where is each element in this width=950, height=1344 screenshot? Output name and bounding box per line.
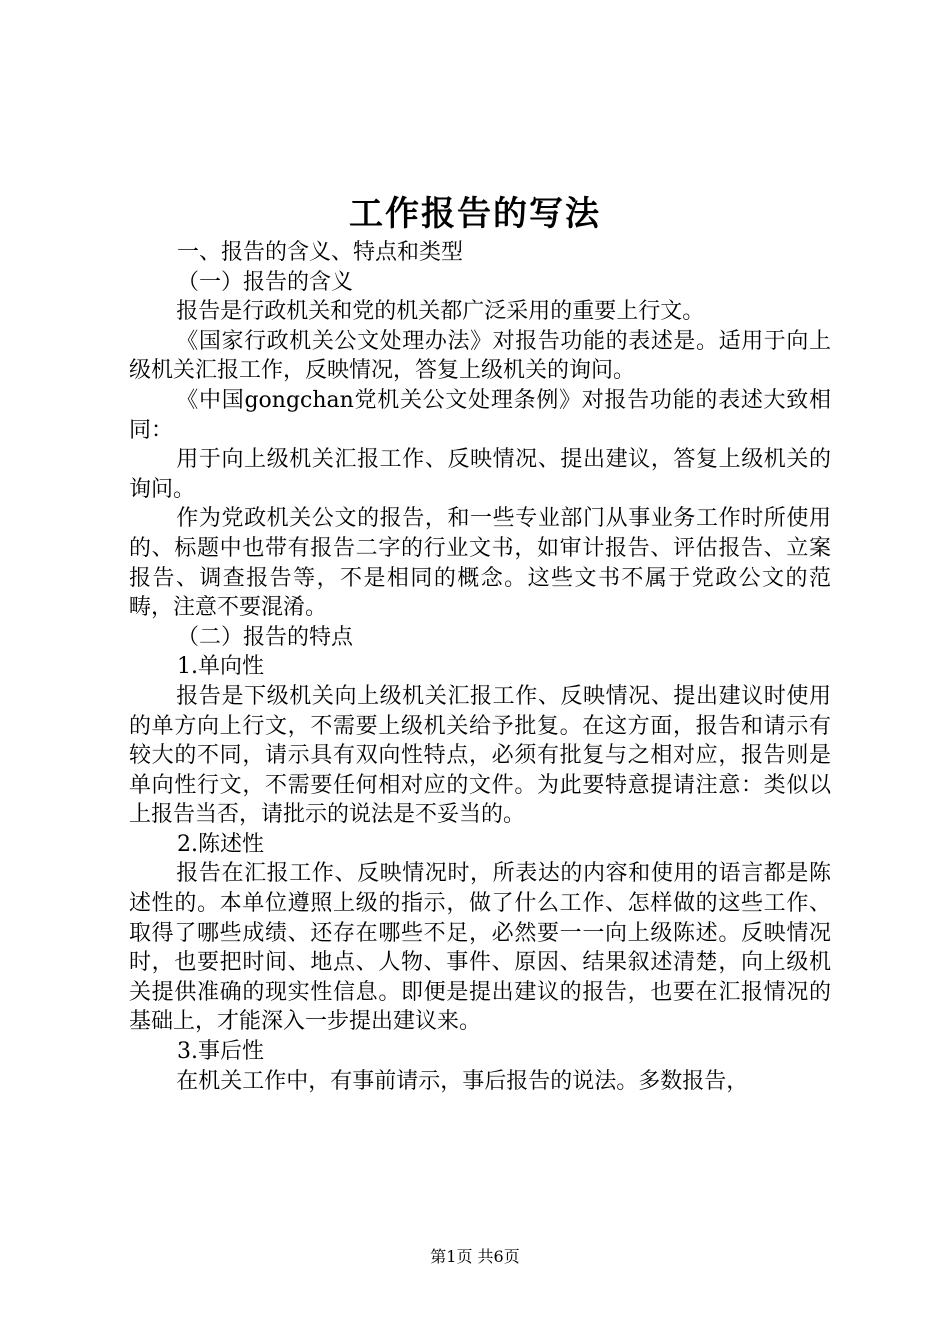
subsection-heading-features: （二）报告的特点	[177, 624, 354, 650]
document-title: 工作报告的写法	[349, 194, 601, 234]
paragraph: 作为党政机关公文的报告，和一些专业部门从事业务工作时所使用的、标题中也带有报告二字的行业文书，如审计报告、评估报告、立案报告、调查报告等，不是相同的概念。这些文书不属于党政公文的范畴，注意不要混淆。	[129, 506, 831, 621]
feature-heading-3: 3.事后性	[177, 1039, 264, 1065]
subsection-heading-meaning: （一）报告的含义	[177, 269, 354, 295]
feature-heading-1: 1.单向性	[177, 654, 264, 680]
paragraph: 报告在汇报工作、反映情况时，所表达的内容和使用的语言都是陈述性的。本单位遵照上级的指示，做了什么工作、怎样做的这些工作、取得了哪些成绩、还存在哪些不足，必然要一一向上级陈述。反映情况时，也要把时间、地点、人物、事件、原因、结果叙述清楚，向上级机关提供准确的现实性信息。即便是提出建议的报告，也要在汇报情况的基础上，才能深入一步提出建议来。	[129, 861, 831, 1035]
paragraph: 《中国gongchan党机关公文处理条例》对报告功能的表述大致相同：	[129, 387, 831, 443]
paragraph: 报告是行政机关和党的机关都广泛采用的重要上行文。	[176, 299, 705, 325]
paragraph: 在机关工作中，有事前请示，事后报告的说法。多数报告，	[176, 1068, 749, 1094]
page-footer: 第1页 共6页	[430, 1247, 520, 1266]
paragraph: 报告是下级机关向上级机关汇报工作、反映情况、提出建议时使用的单方向上行文，不需要上级机关给予批复。在这方面，报告和请示有较大的不同，请示具有双向性特点，必须有批复与之相对应，报告则是单向性行文，不需要任何相对应的文件。为此要特意提请注意：类似以上报告当否，请批示的说法是不妥当的。	[129, 683, 831, 828]
document-body	[129, 238, 831, 1096]
section-heading-1: 一、报告的含义、特点和类型	[177, 240, 464, 265]
paragraph: 用于向上级机关汇报工作、反映情况、提出建议，答复上级机关的询问。	[129, 447, 831, 502]
paragraph: 《国家行政机关公文处理办法》对报告功能的表述是。适用于向上级机关汇报工作，反映情况，答复上级机关的询问。	[129, 328, 831, 384]
feature-heading-2: 2.陈述性	[177, 831, 264, 857]
